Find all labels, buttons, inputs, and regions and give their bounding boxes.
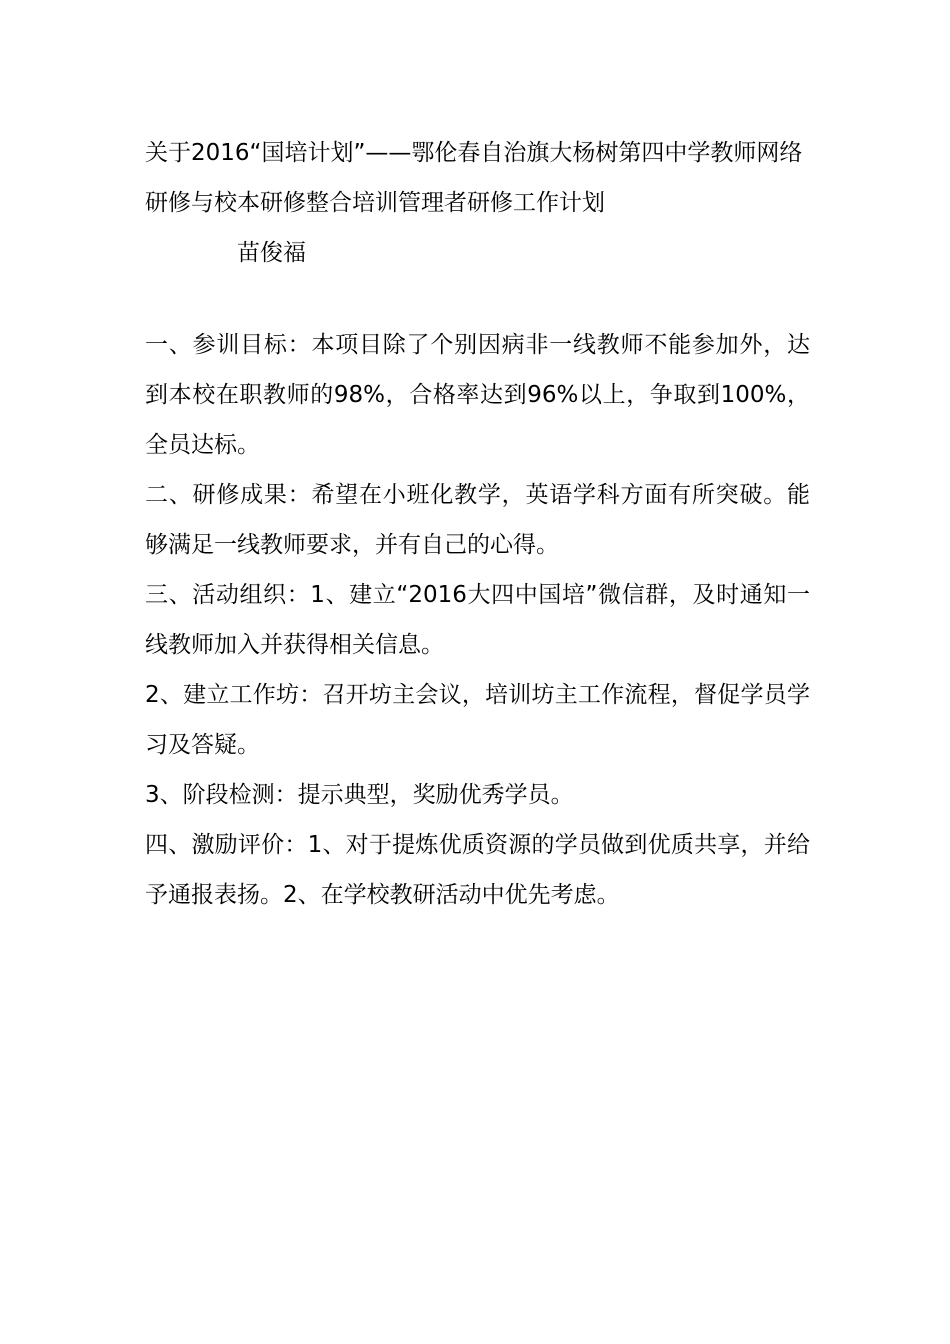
paragraph-stage-check: 3、阶段检测：提示典型，奖励优秀学员。: [145, 782, 574, 808]
blank-line: [145, 278, 810, 320]
paragraph-incentive-evaluation: 四、激励评价：1、对于提炼优质资源的学员做到优质共享，并给予通报表扬。2、在学校教研活动中优先考虑。: [145, 832, 810, 908]
document-body: [145, 128, 810, 920]
document-author: 苗俊福: [237, 240, 306, 266]
paragraph-activity-organization: 三、活动组织：1、建立“2016大四中国培”微信群，及时通知一线教师加入并获得相关信息。: [145, 582, 810, 658]
document-title: 关于2016“国培计划”——鄂伦春自治旗大杨树第四中学教师网络研修与校本研修整合培训管理者研修工作计划: [145, 140, 803, 216]
paragraph-research-outcome: 二、研修成果：希望在小班化教学，英语学科方面有所突破。能够满足一线教师要求，并有自己的心得。: [145, 482, 810, 558]
paragraph-training-goal: 一、参训目标：本项目除了个别因病非一线教师不能参加外，达到本校在职教师的98%，合格率达到96%以上，争取到100%，全员达标。: [145, 332, 810, 458]
paragraph-workshop: 2、建立工作坊：召开坊主会议，培训坊主工作流程，督促学员学习及答疑。: [145, 682, 810, 758]
